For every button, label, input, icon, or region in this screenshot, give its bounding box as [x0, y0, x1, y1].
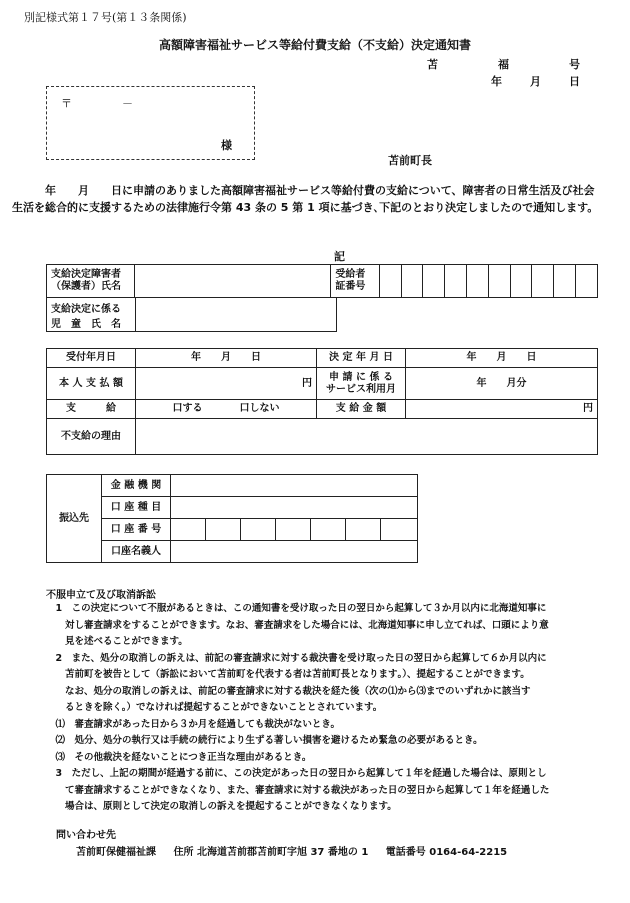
notes-heading: 不服申立て及び取消訴訟 — [46, 590, 156, 601]
recipient-no-label: 受給者 証番号 — [331, 265, 380, 298]
account-type-field[interactable] — [171, 497, 418, 519]
page-title: 高額障害福祉サービス等給付費支給（不支給）決定通知書 — [158, 38, 471, 52]
note-line: ⑵ 処分、処分の執行又は手続の続行により生ずる著しい損害を避けるため緊急の必要があるとき。 — [46, 735, 483, 746]
account-digit[interactable] — [171, 519, 206, 541]
issue-year: 年 — [491, 75, 502, 88]
note-line: ⑶ その他裁決を経ないことにつき正当な理由があるとき。 — [46, 751, 312, 763]
received-date-value[interactable]: 年 月 日 — [136, 349, 317, 368]
note-line: 2 また、処分の取消しの訴えは、前記の審査請求に対する裁決書を受け取った日の翌日から起算して６か月以内に — [46, 652, 547, 664]
note-line: なお、処分の取消しの訴えは、前記の審査請求に対する裁決を経た後（次の⑴から⑶までのいずれかに該当す — [46, 685, 531, 697]
recipient-name-label: 支給決定障害者 （保護者）氏名 — [47, 265, 135, 298]
inquiry-address: 住所 北海道苫前郡苫前町字旭 37 番地の 1 — [173, 847, 369, 858]
recipient-no-digit[interactable] — [467, 265, 489, 298]
issue-go: 号 — [569, 58, 580, 71]
account-digit[interactable] — [241, 519, 276, 541]
service-month-label: 申 請 に 係 る サービス利用月 — [317, 368, 406, 400]
notice-body: 年 月 日に申請のありました高額障害福祉サービス等給付費の支給について、障害者の日常生活及び社会生活を総合的に支援するための法律施行令第 43 条の 5 第 1 項に基づき､下記のとおり決定しましたので通知します。 — [12, 184, 599, 214]
inquiry-dept: 苫前町保健福祉課 — [76, 847, 156, 858]
note-line: 対し審査請求をすることができます。なお、審査請求をした場合には、北海道知事に申し立てれば、口頭により意 — [46, 619, 549, 631]
bank-label: 金 融 機 関 — [102, 475, 171, 497]
issue-number-date — [427, 56, 580, 90]
reason-field[interactable] — [136, 419, 598, 455]
issue-day: 日 — [569, 75, 580, 88]
option-no[interactable]: 口しない — [239, 403, 280, 414]
note-line: 場合は、原則として決定の取消しの訴えを提起することができなくなります。 — [46, 801, 397, 812]
note-line: 苫前町を被告として（訴訟において苫前町を代表する者は苫前町長となります｡）、提起することができます。 — [46, 669, 530, 680]
recipient-no-digit[interactable] — [532, 265, 554, 298]
recipient-no-digit[interactable] — [423, 265, 445, 298]
recipient-no-digit[interactable] — [488, 265, 510, 298]
decision-table — [46, 348, 598, 455]
decision-date-value[interactable]: 年 月 日 — [406, 349, 598, 368]
payment-options[interactable] — [136, 400, 317, 419]
ki-marker: 記 — [334, 250, 345, 263]
issuer-mayor: 苫前町長 — [388, 154, 432, 167]
recipient-no-digit[interactable] — [510, 265, 532, 298]
amount-value[interactable]: 円 — [406, 400, 598, 419]
self-pay-value[interactable]: 円 — [136, 368, 317, 400]
notes — [46, 601, 591, 816]
address-box — [46, 86, 255, 160]
recipient-no-digit[interactable] — [554, 265, 576, 298]
option-yes[interactable]: 口する — [172, 403, 203, 414]
account-number-label: 口 座 番 号 — [102, 519, 171, 541]
decision-date-label: 決 定 年 月 日 — [317, 349, 406, 368]
recipient-no-digit[interactable] — [401, 265, 423, 298]
holder-label: 口座名義人 — [102, 541, 171, 563]
account-digit[interactable] — [381, 519, 418, 541]
postal-dash: － — [122, 97, 133, 110]
payment-label: 支 給 — [47, 400, 136, 419]
account-digit[interactable] — [206, 519, 241, 541]
recipient-name-field[interactable] — [135, 265, 331, 298]
inquiry-heading: 問い合わせ先 — [56, 830, 116, 841]
honorific-sama: 様 — [221, 139, 232, 152]
account-type-label: 口 座 種 目 — [102, 497, 171, 519]
postal-mark: 〒 — [61, 97, 72, 110]
account-digit[interactable] — [276, 519, 311, 541]
bank-table — [46, 474, 418, 563]
recipient-no-digit[interactable] — [576, 265, 598, 298]
received-date-label: 受付年月日 — [47, 349, 136, 368]
note-line: 見を述べることができます。 — [46, 636, 188, 647]
issue-prefix: 苫 — [427, 58, 438, 71]
note-line: るときを除く。）でなければ提起することができないこととされています。 — [46, 702, 383, 713]
account-digit[interactable] — [311, 519, 346, 541]
recipient-no-digit[interactable] — [445, 265, 467, 298]
recipient-table — [46, 264, 598, 298]
amount-label: 支 給 金 額 — [317, 400, 406, 419]
child-name-label: 支給決定に係る 児 童 氏 名 — [47, 298, 136, 332]
child-name-field[interactable] — [136, 298, 337, 332]
recipient-no-digit[interactable] — [379, 265, 401, 298]
self-pay-label: 本 人 支 払 額 — [47, 368, 136, 400]
note-line: 3 ただし、上記の期間が経過する前に、この決定があった日の翌日から起算して１年を経過した場合は、原則とし — [46, 768, 547, 779]
issue-month: 月 — [530, 75, 541, 88]
account-digit[interactable] — [346, 519, 381, 541]
note-line: て審査請求することができなくなり、また、審査請求に対する裁決があった日の翌日から起算して１年を経過した — [46, 784, 550, 796]
form-number: 別記様式第１７号(第１３条関係) — [24, 11, 187, 24]
note-line: 1 この決定について不服があるときは、この通知書を受け取った日の翌日から起算して３か月以内に北海道知事に — [46, 603, 547, 614]
inquiry-details — [76, 843, 521, 858]
issue-fuku: 福 — [498, 58, 509, 71]
child-table — [46, 297, 337, 332]
inquiry-phone: 電話番号 0164-64-2215 — [385, 847, 508, 858]
reason-label: 不支給の理由 — [47, 419, 136, 455]
bank-field[interactable] — [171, 475, 418, 497]
note-line: ⑴ 審査請求があった日から３か月を経過しても裁決がないとき。 — [46, 718, 341, 730]
service-month-value[interactable]: 年 月分 — [406, 368, 598, 400]
holder-field[interactable] — [171, 541, 418, 563]
transfer-label: 振込先 — [47, 475, 102, 563]
